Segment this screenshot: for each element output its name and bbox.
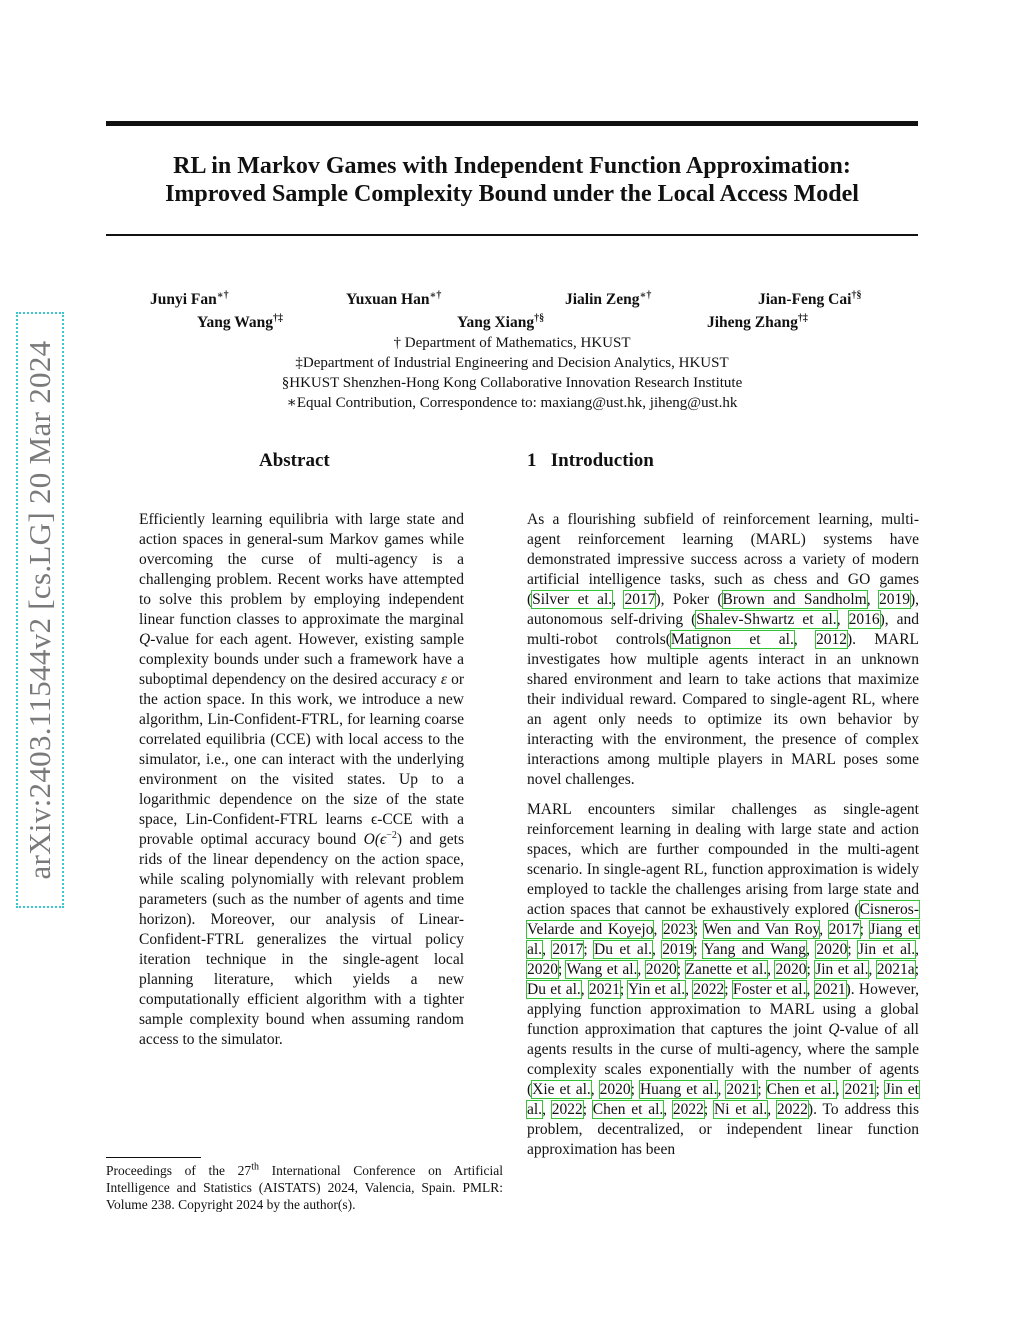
- citation-link[interactable]: Wen and Van Roy: [703, 921, 820, 938]
- title-line-2: Improved Sample Complexity Bound under the Local Access Model: [165, 181, 859, 207]
- author: Yang Wang†‡: [197, 312, 283, 331]
- intro-paragraph: As a flourishing subfield of reinforcement learning, multi-agent reinforcement learning (MARL) systems have demonstrated impressive success across a variety of modern artificial intelligence tasks, such as chess and GO games (Silver et al., 2017), Poker (Brown and Sandholm, 2019), autonomous self-driving (Shalev-Shwartz et al., 2016), and multi-robot controls(Matignon et al., 2012). MARL investigates how multiple agents interact in an unknown shared environment and learn to take actions that maximize their individual reward. Compared to single-agent RL, where an agent only needs to optimize its own behavior by interacting with the environment, the presence of complex interactions among multiple players in MARL poses some novel challenges.: [527, 511, 920, 788]
- title-line-1: RL in Markov Games with Independent Function Approximation:: [173, 153, 851, 179]
- citation-link[interactable]: 2022: [693, 981, 725, 998]
- citation-link[interactable]: 2021a: [876, 961, 915, 978]
- arxiv-identifier-box[interactable]: [16, 312, 64, 908]
- citation-link[interactable]: 2020: [816, 941, 848, 958]
- section-heading: [527, 449, 654, 473]
- citation-link[interactable]: Jin et al.: [858, 941, 916, 958]
- citation-link[interactable]: Xie et al.: [532, 1081, 591, 1098]
- citation-link[interactable]: 2016: [848, 611, 880, 628]
- author: Jian-Feng Cai†§: [758, 289, 862, 308]
- citation-link[interactable]: Chen et al.: [766, 1081, 836, 1098]
- citation-link[interactable]: Huang et al.: [639, 1081, 718, 1098]
- citation-link[interactable]: Wang et al.: [566, 961, 638, 978]
- citation-link[interactable]: Du et al.: [527, 981, 581, 998]
- citation-link[interactable]: Silver et al.: [532, 591, 613, 608]
- affiliations: [150, 333, 874, 413]
- citation-link[interactable]: 2019: [662, 941, 694, 958]
- citation-link[interactable]: Cisneros-Velarde and Koyejo: [527, 901, 919, 938]
- citation-link[interactable]: 2020: [775, 961, 807, 978]
- citation-link[interactable]: Jiang et al.: [527, 921, 920, 958]
- citation-link[interactable]: Foster et al.: [732, 981, 807, 998]
- citation-link[interactable]: Jin et al.: [527, 1081, 919, 1118]
- citation-link[interactable]: 2020: [645, 961, 677, 978]
- arxiv-identifier[interactable]: arXiv:2403.11544v2 [cs.LG] 20 Mar 2024: [22, 340, 57, 880]
- citation-link[interactable]: Chen et al.: [592, 1101, 664, 1118]
- citation-link[interactable]: 2017: [552, 941, 584, 958]
- citation-link[interactable]: 2017: [624, 591, 656, 608]
- author: Yang Xiang†§: [457, 312, 545, 331]
- footnote-proceedings: Proceedings of the 27th International Conference on Artificial Intelligence and Statistics (AISTATS) 2024, Valencia, Spain. PMLR: Volume 238. Copyright 2024 by the author(s).: [106, 1161, 503, 1212]
- citation-link[interactable]: 2021: [814, 981, 846, 998]
- citation-link[interactable]: Matignon et al.: [670, 631, 794, 648]
- citation-link[interactable]: 2020: [599, 1081, 631, 1098]
- citation-link[interactable]: Du et al.: [594, 941, 652, 958]
- citation-link[interactable]: 2020: [527, 961, 558, 978]
- citation-link[interactable]: Yang and Wang: [703, 941, 807, 958]
- abstract-heading: Abstract: [259, 450, 330, 471]
- affiliation: ‡Department of Industrial Engineering and Decision Analytics, HKUST: [295, 355, 729, 371]
- citation-link[interactable]: 2012: [815, 631, 847, 648]
- citation-link[interactable]: 2021: [588, 981, 620, 998]
- citation-link[interactable]: Jin et al.: [815, 961, 869, 978]
- citation-link[interactable]: 2019: [878, 591, 910, 608]
- title-top-rule: [106, 121, 918, 126]
- citation-link[interactable]: Ni et al.: [714, 1101, 768, 1118]
- introduction-body: [527, 510, 919, 1160]
- section-title: Introduction: [550, 450, 654, 471]
- title-bottom-rule: [106, 234, 918, 236]
- author: Jiheng Zhang†‡: [707, 312, 808, 331]
- author: Yuxuan Han∗†: [346, 289, 442, 308]
- citation-link[interactable]: 2023: [662, 921, 694, 938]
- section-number: 1: [527, 450, 537, 471]
- affiliation: † Department of Mathematics, HKUST: [393, 335, 631, 351]
- citation-link[interactable]: 2021: [726, 1081, 758, 1098]
- paper-title: [100, 152, 924, 208]
- affiliation: ∗Equal Contribution, Correspondence to: maxiang@ust.hk, jiheng@ust.hk: [286, 395, 738, 411]
- abstract-body: Efficiently learning equilibria with large state and action spaces in general-sum Markov games while overcoming the curse of multi-agency is a challenging problem. Recent works have attempted to solve this problem by employing independent linear function classes to approximate the marginal Q-value for each agent. However, existing sample complexity bounds under such a framework have a suboptimal dependency on the desired accuracy ε or the action space. In this work, we introduce a new algorithm, Lin-Confident-FTRL, for learning coarse correlated equilibria (CCE) with local access to the simulator, i.e., one can interact with the underlying environment on the visited states. Up to a logarithmic dependence on the size of the state space, Lin-Confident-FTRL learns ϵ-CCE with a provable optimal accuracy bound $O(\epsilon^{-2})$ and gets rids of the linear dependency on the action space, while scaling polynomially with relevant problem parameters (such as the number of agents and time horizon). Moreover, our analysis of Linear-Confident-FTRL generalizes the virtual policy iteration technique in the single-agent local planning literature, which yields a new computationally efficient algorithm with a tighter sample complexity bound when assuming random access to the simulator.: [139, 511, 465, 1048]
- author: Jialin Zeng∗†: [565, 289, 652, 308]
- citation-link[interactable]: 2022: [672, 1101, 704, 1118]
- citation-link[interactable]: 2022: [776, 1101, 808, 1118]
- citation-link[interactable]: Shalev-Shwartz et al.: [696, 611, 837, 628]
- citation-link[interactable]: Zanette et al.: [685, 961, 768, 978]
- citation-link[interactable]: Brown and Sandholm: [722, 591, 867, 608]
- footnote-rule: [106, 1157, 201, 1158]
- author: Junyi Fan∗†: [150, 289, 229, 308]
- affiliation: §HKUST Shenzhen-Hong Kong Collaborative Innovation Research Institute: [281, 375, 743, 391]
- citation-link[interactable]: 2021: [844, 1081, 876, 1098]
- citation-link[interactable]: 2017: [828, 921, 860, 938]
- intro-paragraph: MARL encounters similar challenges as single-agent reinforcement learning in dealing with large state and action spaces, which are further compounded in the multi-agent scenario. In single-agent RL, function approximation is widely employed to tackle the challenges arising from large state and action spaces that cannot be exhaustively explored (Cisneros-Velarde and Koyejo, 2023; Wen and Van Roy, 2017; Jiang et al., 2017; Du et al., 2019; Yang and Wang, 2020; Jin et al., 2020; Wang et al., 2020; Zanette et al., 2020; Jin et al., 2021a; Du et al., 2021; Yin et al., 2022; Foster et al., 2021). However, applying function approximation to MARL using a global function approximation that captures the joint Q-value of all agents results in the curse of multi-agency, where the sample complexity scales exponentially with the number of agents (Xie et al., 2020; Huang et al., 2021; Chen et al., 2021; Jin et al., 2022; Chen et al., 2022; Ni et al., 2022). To address this problem, decentralized, or independent linear function approximation has been: [527, 801, 920, 1158]
- citation-link[interactable]: 2022: [551, 1101, 583, 1118]
- citation-link[interactable]: Yin et al.: [627, 981, 686, 998]
